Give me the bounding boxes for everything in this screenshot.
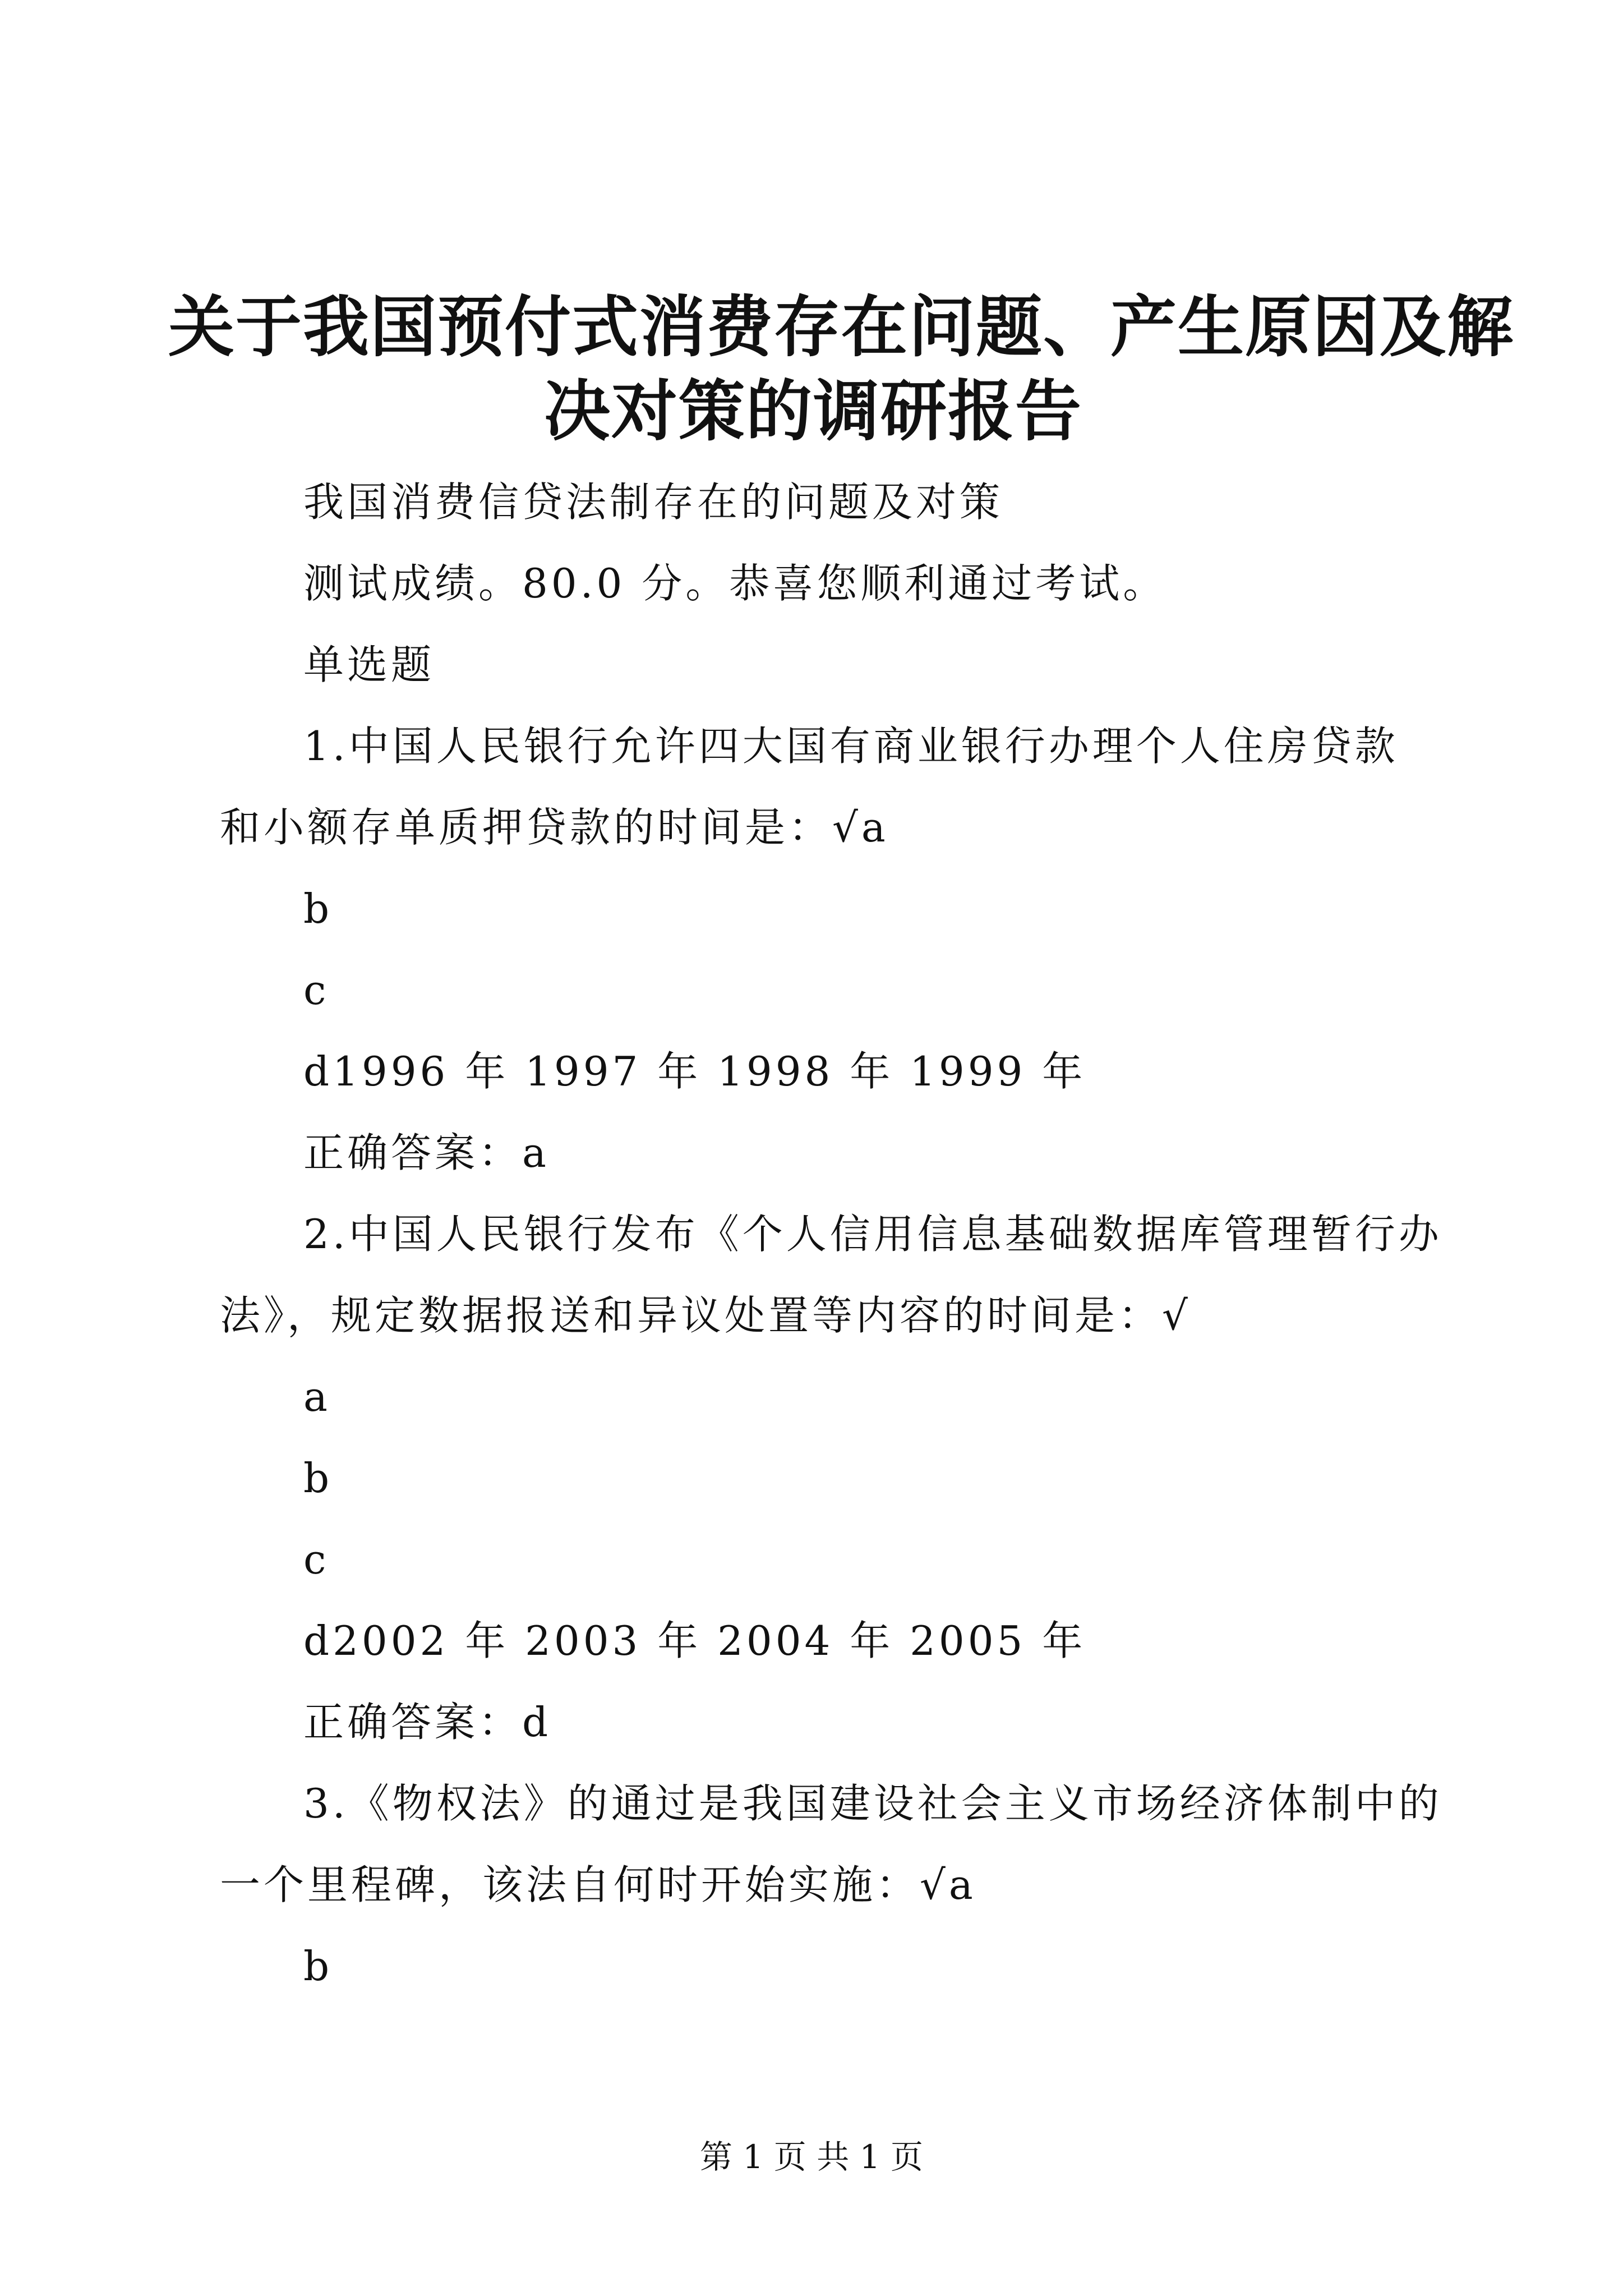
- question-2-answer: 正确答案：d: [303, 1699, 552, 1746]
- question-1-line-2: 和小额存单质押贷款的时间是：√a: [220, 804, 889, 851]
- question-1-option-b: b: [303, 885, 333, 932]
- question-1-answer: 正确答案：a: [303, 1129, 550, 1176]
- subtitle: 我国消费信贷法制存在的问题及对策: [303, 478, 1004, 526]
- document-title-line-2: 决对策的调研报告: [543, 372, 1082, 450]
- score-text: 测试成绩。80.0 分。恭喜您顺利通过考试。: [303, 560, 1167, 607]
- question-2-option-a: a: [303, 1373, 331, 1420]
- question-1-option-d: d1996 年 1997 年 1998 年 1999 年: [303, 1048, 1086, 1095]
- page-footer: 第 1 页 共 1 页: [700, 2138, 923, 2176]
- question-1-option-c: c: [303, 967, 330, 1014]
- question-2-option-d: d2002 年 2003 年 2004 年 2005 年: [303, 1617, 1086, 1664]
- question-2-line-1: 2.中国人民银行发布《个人信用信息基础数据库管理暂行办: [303, 1211, 1442, 1258]
- question-2-option-b: b: [303, 1455, 333, 1502]
- question-3-line-1: 3.《物权法》的通过是我国建设社会主义市场经济体制中的: [303, 1780, 1442, 1827]
- section-heading: 单选题: [303, 641, 435, 688]
- question-3-option-b: b: [303, 1943, 333, 1990]
- question-3-line-2: 一个里程碑，该法自何时开始实施：√a: [220, 1861, 976, 1908]
- question-2-line-2: 法》，规定数据报送和异议处置等内容的时间是：√: [220, 1292, 1191, 1339]
- question-1-line-1: 1.中国人民银行允许四大国有商业银行办理个人住房贷款: [303, 723, 1399, 770]
- question-2-option-c: c: [303, 1536, 330, 1583]
- document-title-line-1: 关于我国预付式消费存在问题、产生原因及解: [168, 288, 1515, 366]
